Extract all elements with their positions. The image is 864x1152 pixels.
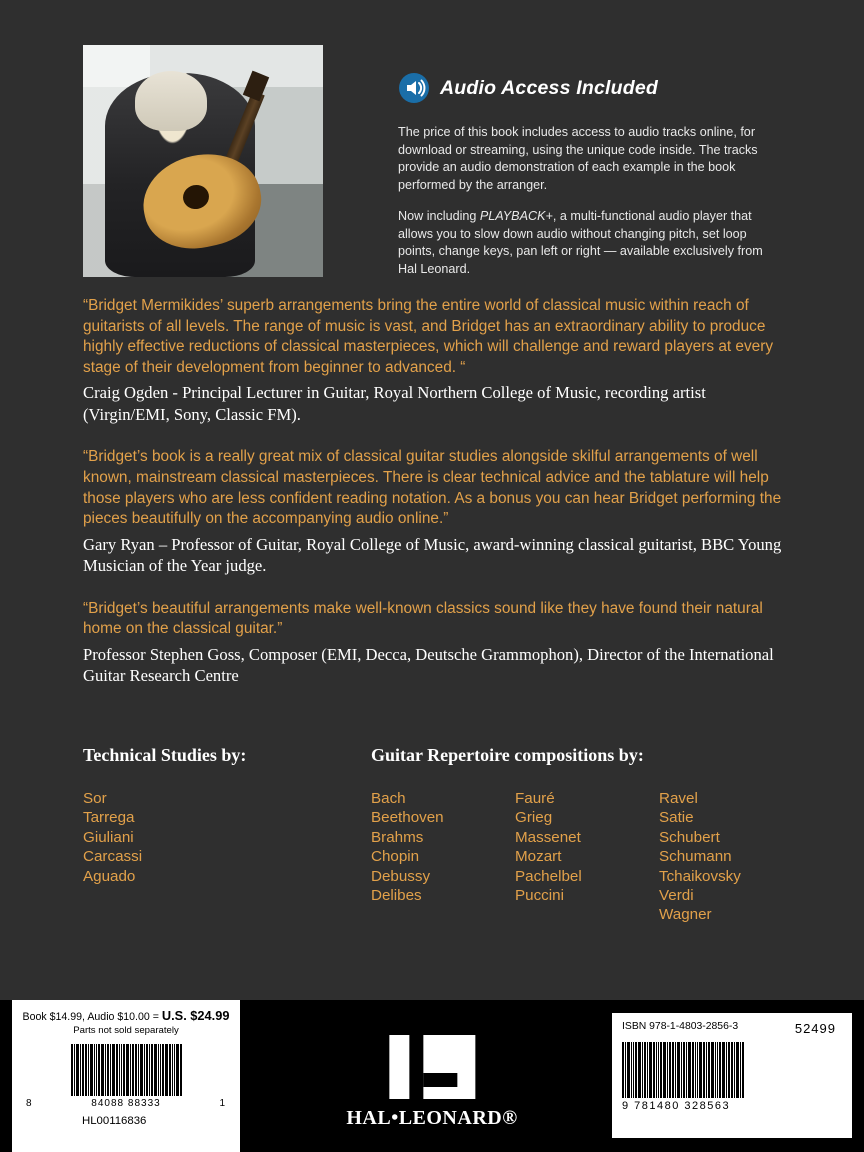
list-item: Brahms: [371, 828, 424, 846]
price-line-pre: Book $14.99, Audio $10.00 =: [22, 1011, 162, 1023]
list-item: Delibes: [371, 887, 422, 905]
list-headings-row: [83, 745, 783, 789]
audio-paragraph-2-post: , a multi-functional audio player that allows you to slow down audio without changing pitch, set loop points, change keys, pan left or right — available exclusively from Hal Leonard.: [398, 209, 763, 276]
isbn-price-code: 52499: [794, 1021, 836, 1036]
quote-text: “Bridget’s book is a really great mix of classical guitar studies alongside skilful arrangements of well known, mainstream classical masterpieces. There is clear technical advice and the tablature will help those players who are less confident reading notation. As a bonus you can hear Bridget performing the pieces beautifully on the accompanying audio online.”: [83, 448, 782, 528]
upc-middle-digits: 84088 88333: [91, 1098, 161, 1109]
upc-left-digit: 8: [26, 1098, 33, 1109]
price-amount: U.S. $24.99: [161, 1008, 230, 1023]
list-item: Bach: [371, 790, 406, 807]
price-subnote: Parts not sold separately: [73, 1025, 179, 1036]
list-item: Verdi: [659, 887, 694, 905]
audio-paragraph-1: The price of this book includes access to audio tracks online, for download or streaming, using the unique code inside. The tracks provide an audio demonstration of each example in the book performed by the arranger.: [398, 125, 758, 192]
ean-digits: 9 781480 328563: [622, 1100, 731, 1112]
list-item: Pachelbel: [515, 867, 582, 885]
price-line: [22, 1008, 230, 1023]
list-item: Schumann: [659, 848, 732, 866]
audio-paragraph-2-pre: Now including: [398, 209, 480, 223]
isbn-box: [612, 1013, 852, 1138]
composer-lists-section: [83, 745, 783, 924]
top-section: [0, 0, 864, 290]
quote-text: “Bridget’s beautiful arrangements make well-known classics sound like they have found their natural home on the classical guitar.”: [83, 599, 763, 638]
speaker-icon: [398, 72, 430, 104]
quote-attribution: Craig Ogden - Principal Lecturer in Guitar, Royal Northern College of Music, recording artist (Virgin/EMI, Sony, Classic FM).: [83, 383, 706, 424]
repertoire-list-column-1: [371, 789, 444, 905]
list-item: Massenet: [515, 828, 581, 846]
list-item: Satie: [659, 809, 694, 827]
list-item: Schubert: [659, 828, 720, 846]
list-item: Sor: [83, 790, 107, 807]
list-item: Chopin: [371, 848, 420, 866]
list-item: Giuliani: [83, 828, 134, 846]
ean-barcode: [622, 1042, 842, 1098]
list-item: Puccini: [515, 887, 564, 905]
hal-leonard-wordmark: HAL•LEONARD®: [346, 1107, 518, 1129]
isbn-row: [622, 1021, 842, 1036]
upc-barcode: [22, 1044, 230, 1096]
audio-access-title: Audio Access Included: [440, 76, 659, 99]
audio-title-row: [398, 72, 798, 104]
playback-plus-name: PLAYBACK+: [479, 209, 553, 223]
price-upc-box: [12, 1000, 240, 1152]
repertoire-list-column-3: [659, 789, 741, 925]
quote-attribution: Professor Stephen Goss, Composer (EMI, Decca, Deutsche Grammophon), Director of the International Guitar Research Centre: [83, 644, 774, 686]
list-item: Carcassi: [83, 848, 143, 866]
quotes-section: [83, 296, 783, 709]
hal-leonard-mark-icon: [389, 1035, 475, 1099]
list-item: Mozart: [515, 848, 562, 866]
hal-leonard-product-number: HL00116836: [82, 1115, 147, 1127]
upc-digits-row: [22, 1096, 230, 1109]
list-item: Grieg: [515, 809, 553, 827]
technical-studies-heading: Technical Studies by:: [83, 745, 247, 765]
quote-text: “Bridget Mermikides’ superb arrangements bring the entire world of classical music within reach of guitarists of all levels. The range of music is vast, and Bridget has an extraordinary ability to produce highly effective reductions of classical masterpieces, which will challenge and reward players at every stage of their development from beginner to advanced. “: [83, 297, 774, 376]
list-item: Tchaikovsky: [659, 867, 741, 885]
isbn-text: ISBN 978-1-4803-2856-3: [622, 1021, 739, 1032]
list-item: Aguado: [83, 867, 136, 885]
quote-attribution: Gary Ryan – Professor of Guitar, Royal College of Music, award-winning classical guitarist, BBC Young Musician of the Year judge.: [83, 534, 782, 576]
technical-studies-list: [83, 789, 142, 886]
repertoire-list-column-2: [515, 789, 582, 905]
list-item: Ravel: [659, 790, 698, 807]
list-item: Beethoven: [371, 809, 444, 827]
audio-paragraph-2: [398, 208, 780, 278]
upc-right-digit: 1: [219, 1098, 226, 1109]
author-photo: [83, 45, 323, 277]
list-item: Fauré: [515, 790, 555, 807]
list-item: Tarrega: [83, 809, 135, 827]
list-item: Wagner: [659, 906, 712, 924]
repertoire-heading: Guitar Repertoire compositions by:: [371, 745, 644, 765]
audio-access-block: [398, 72, 798, 292]
publisher-logo: [346, 1035, 517, 1130]
list-item: Debussy: [371, 867, 431, 885]
photo-hair: [135, 71, 207, 131]
